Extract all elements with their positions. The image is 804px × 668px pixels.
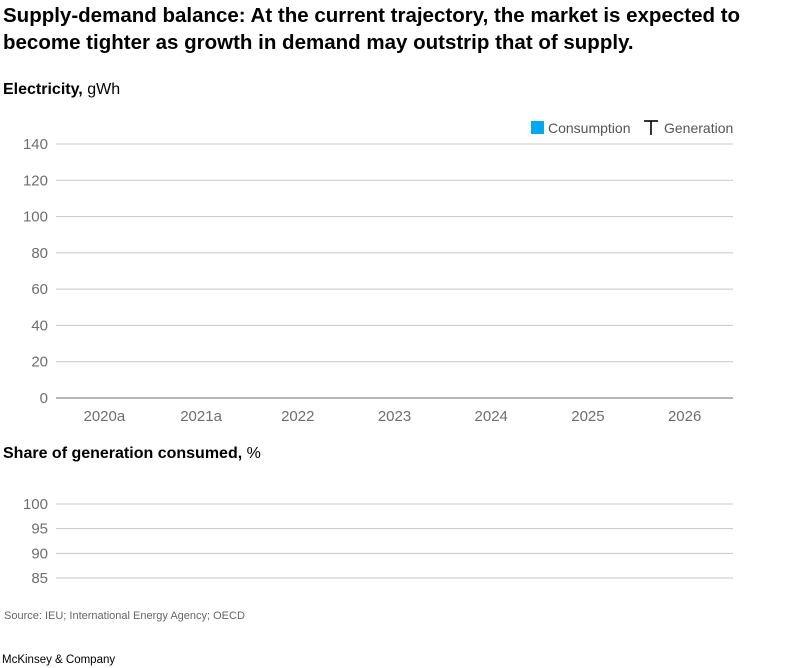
top-chart-subtitle-unit: gWh [87,81,121,98]
y-tick-label: 40 [31,317,48,335]
top-chart-subtitle [3,80,120,100]
y-tick-label: 100 [22,496,48,513]
y-tick-label: 0 [39,390,48,407]
y-tick-label: 100 [22,208,48,226]
y-tick-label: 90 [31,545,48,563]
chart-title: Supply-demand balance: At the current trajectory, the market is expected to become tighter as growth in demand may outstrip that of supply. [3,4,741,54]
y-tick-label: 60 [31,281,48,299]
y-tick-label: 20 [31,353,48,371]
electricity-chart [0,110,804,435]
x-tick-label: 2025 [571,408,605,425]
y-tick-label: 80 [31,244,48,262]
top-chart-subtitle-bold: Electricity, [3,81,83,98]
share-consumed-chart [0,490,804,590]
bottom-chart-subtitle [3,444,261,464]
legend-consumption-swatch [531,121,544,134]
x-tick-label: 2020a [83,408,126,425]
y-tick-label: 85 [31,570,48,587]
y-tick-label: 140 [22,136,48,153]
y-tick-label: 120 [22,172,48,190]
bottom-chart-subtitle-unit: % [246,445,261,462]
x-tick-label: 2023 [377,408,412,425]
source-note: Source: IEU; International Energy Agency; OECD [4,610,245,622]
x-tick-label: 2021a [180,408,222,425]
y-tick-label: 95 [31,520,48,538]
legend-consumption-label: Consumption [548,120,631,136]
footer-brand: McKinsey & Company [2,654,116,666]
bottom-chart-subtitle-bold: Share of generation consumed, [3,445,243,462]
legend-generation-label: Generation [664,120,734,136]
x-tick-label: 2024 [474,408,508,425]
x-tick-label: 2022 [281,408,315,425]
x-tick-label: 2026 [667,408,702,425]
